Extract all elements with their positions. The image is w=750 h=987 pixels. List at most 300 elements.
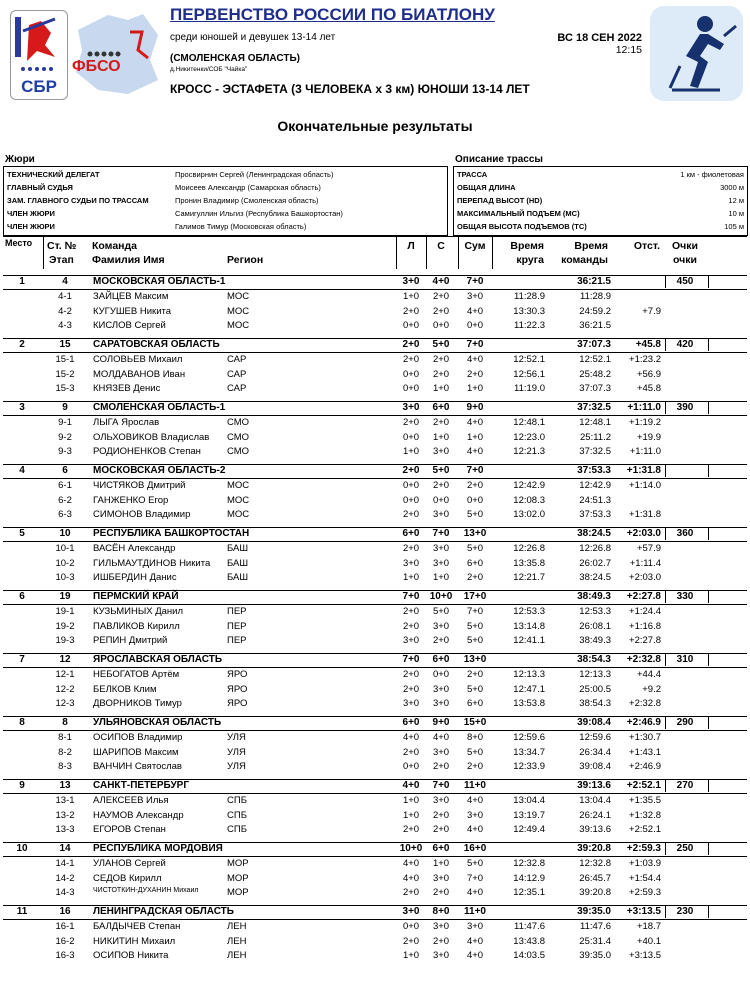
athlete-s: 2+0 xyxy=(432,635,450,646)
athlete-lap: 13:19.7 xyxy=(513,809,545,821)
athlete-region: МОС xyxy=(227,480,250,491)
col-behind: Отст. xyxy=(633,240,660,252)
athlete-lap: 11:47.6 xyxy=(514,921,545,932)
athlete-behind: +40.1 xyxy=(636,935,661,947)
athlete-behind: +9.2 xyxy=(642,683,661,695)
athlete-row xyxy=(3,873,747,887)
jury-member: Пронин Владимир (Смоленская область) xyxy=(175,196,319,205)
athlete-s: 3+0 xyxy=(432,543,450,554)
athlete-behind: +1:30.7 xyxy=(629,732,661,743)
team-points: 330 xyxy=(676,591,694,602)
athlete-name: КУГУШЕВ Никита xyxy=(93,305,172,317)
athlete-row xyxy=(3,950,747,964)
athlete-name: ВАНЧИН Святослав xyxy=(93,761,182,772)
athlete-row xyxy=(3,383,747,397)
athlete-behind: +2:46.9 xyxy=(629,761,661,772)
col-points: Очки xyxy=(672,240,698,252)
col-leg: Этап xyxy=(49,254,74,266)
team-s: 4+0 xyxy=(432,276,450,287)
athlete-leg: 16-2 xyxy=(55,935,75,947)
athlete-leg: 6-3 xyxy=(58,509,72,520)
athlete-leg: 19-3 xyxy=(55,635,75,646)
col-divider xyxy=(458,237,459,269)
athlete-behind: +56.9 xyxy=(636,368,661,380)
athlete-sum: 8+0 xyxy=(466,732,484,743)
region-map-icon xyxy=(68,10,163,98)
team-time: 39:08.4 xyxy=(577,717,611,728)
athlete-row xyxy=(3,795,747,809)
athlete-leg: 9-3 xyxy=(58,446,72,457)
athlete-name: КИСЛОВ Сергей xyxy=(93,320,166,331)
col-region: Регион xyxy=(227,254,264,266)
athlete-name: ЧИСТЯКОВ Дмитрий xyxy=(93,480,186,491)
athlete-s: 1+0 xyxy=(432,383,450,394)
team-points: 390 xyxy=(676,402,694,413)
athlete-region: ЛЕН xyxy=(227,950,247,961)
team-row xyxy=(3,464,747,479)
team-place: 8 xyxy=(19,717,25,728)
athlete-s: 2+0 xyxy=(432,824,450,835)
team-s: 7+0 xyxy=(432,780,450,791)
athlete-behind: +1:31.8 xyxy=(629,509,661,520)
athlete-behind: +57.9 xyxy=(636,543,661,554)
athlete-l: 2+0 xyxy=(402,305,420,317)
athlete-name: РЕПИН Дмитрий xyxy=(93,635,168,646)
athlete-s: 3+0 xyxy=(432,557,450,569)
athlete-leg: 12-2 xyxy=(55,683,75,695)
athlete-name: СЕДОВ Кирилл xyxy=(93,872,162,884)
team-points: 290 xyxy=(676,717,694,728)
team-place: 4 xyxy=(19,465,25,476)
team-team: РЕСПУБЛИКА БАШКОРТОСТАН xyxy=(93,528,250,539)
team-team: УЛЬЯНОВСКАЯ ОБЛАСТЬ xyxy=(93,717,222,728)
team-behind: +2:03.0 xyxy=(626,528,661,539)
athlete-l: 0+0 xyxy=(402,320,420,331)
athlete-leg: 9-2 xyxy=(58,431,72,443)
jury-box xyxy=(3,166,448,236)
athlete-cum: 25:00.5 xyxy=(579,683,611,695)
team-team: САРАТОВСКАЯ ОБЛАСТЬ xyxy=(93,339,220,350)
athlete-s: 2+0 xyxy=(432,887,450,898)
athlete-name: ДВОРНИКОВ Тимур xyxy=(93,698,182,709)
athlete-s: 5+0 xyxy=(432,606,450,617)
team-bib: 12 xyxy=(59,654,71,665)
venue-name: д.Никитенки/СОБ "Чайка" xyxy=(170,66,248,73)
athlete-row xyxy=(3,354,747,368)
athlete-lap: 12:52.1 xyxy=(513,354,545,365)
athlete-name: ПАВЛИКОВ Кирилл xyxy=(93,620,180,632)
athlete-lap: 12:42.9 xyxy=(513,480,545,491)
team-team: САНКТ-ПЕТЕРБУРГ xyxy=(93,780,190,791)
athlete-name: БЕЛКОВ Клим xyxy=(93,683,157,695)
athlete-leg: 14-1 xyxy=(55,858,75,869)
team-row xyxy=(3,338,747,353)
athlete-row xyxy=(3,698,747,712)
athlete-region: МОР xyxy=(227,872,249,884)
athlete-name: СИМОНОВ Владимир xyxy=(93,509,191,520)
jury-role: ТЕХНИЧЕСКИЙ ДЕЛЕГАТ xyxy=(7,170,100,179)
athlete-behind: +45.8 xyxy=(636,383,661,394)
athlete-region: МОР xyxy=(227,887,249,898)
team-row xyxy=(3,716,747,731)
team-bib: 13 xyxy=(59,780,71,791)
athlete-behind: +2:27.8 xyxy=(629,635,661,646)
team-time: 37:53.3 xyxy=(577,465,611,476)
athlete-l: 2+0 xyxy=(402,509,420,520)
athlete-cum: 12:42.9 xyxy=(579,480,611,491)
athlete-cum: 37:53.3 xyxy=(579,509,611,520)
athlete-row xyxy=(3,509,747,523)
team-place: 5 xyxy=(19,528,25,539)
team-behind: +2:46.9 xyxy=(626,717,661,728)
team-time: 37:07.3 xyxy=(577,339,611,350)
athlete-s: 3+0 xyxy=(432,446,450,457)
athlete-l: 1+0 xyxy=(402,809,420,821)
athlete-row xyxy=(3,635,747,649)
team-team: ЯРОСЛАВСКАЯ ОБЛАСТЬ xyxy=(93,654,223,665)
athlete-name: ЕГОРОВ Степан xyxy=(93,824,166,835)
athlete-lap: 12:13.3 xyxy=(513,669,545,680)
athlete-sum: 6+0 xyxy=(466,698,484,709)
athlete-region: МОС xyxy=(227,494,250,506)
athlete-l: 2+0 xyxy=(402,606,420,617)
athlete-region: БАШ xyxy=(227,543,249,554)
athlete-sum: 4+0 xyxy=(466,950,484,961)
athlete-s: 0+0 xyxy=(432,320,450,331)
course-value: 3000 м xyxy=(720,183,744,192)
athlete-row xyxy=(3,306,747,320)
athlete-s: 3+0 xyxy=(432,746,450,758)
team-time: 36:21.5 xyxy=(577,276,611,287)
athlete-row xyxy=(3,291,747,305)
team-s: 6+0 xyxy=(432,402,450,413)
team-l: 2+0 xyxy=(402,465,420,476)
athlete-region: ПЕР xyxy=(227,620,247,632)
athlete-name: ОСИПОВ Владимир xyxy=(93,732,183,743)
athlete-s: 3+0 xyxy=(432,950,450,961)
athlete-name: ИШБЕРДИН Данис xyxy=(93,572,177,583)
athlete-sum: 5+0 xyxy=(466,620,484,632)
athlete-s: 2+0 xyxy=(432,809,450,821)
athlete-cum: 38:24.5 xyxy=(579,572,611,583)
athlete-s: 2+0 xyxy=(432,305,450,317)
athlete-name: РОДИОНЕНКОВ Степан xyxy=(93,446,201,457)
team-sum: 13+0 xyxy=(463,654,487,665)
athlete-leg: 4-2 xyxy=(58,305,72,317)
athlete-row xyxy=(3,887,747,901)
athlete-name: УЛАНОВ Сергей xyxy=(93,858,166,869)
course-title: Описание трассы xyxy=(455,154,543,165)
athlete-sum: 1+0 xyxy=(466,383,484,394)
athlete-row xyxy=(3,824,747,838)
athlete-region: ПЕР xyxy=(227,635,247,646)
athlete-lap: 13:43.8 xyxy=(513,935,545,947)
athlete-region: СМО xyxy=(227,446,250,457)
athlete-s: 2+0 xyxy=(432,761,450,772)
athlete-region: УЛЯ xyxy=(227,732,246,743)
athlete-sum: 5+0 xyxy=(466,543,484,554)
athlete-l: 1+0 xyxy=(402,446,420,457)
skier-icon xyxy=(650,6,743,101)
athlete-behind: +19.9 xyxy=(636,431,661,443)
athlete-l: 4+0 xyxy=(402,872,420,884)
athlete-sum: 4+0 xyxy=(466,354,484,365)
team-row xyxy=(3,842,747,857)
athlete-row xyxy=(3,320,747,334)
athlete-region: МОР xyxy=(227,858,249,869)
athlete-lap: 12:21.3 xyxy=(513,446,545,457)
athlete-s: 2+0 xyxy=(432,480,450,491)
athlete-cum: 38:49.3 xyxy=(579,635,611,646)
athlete-behind: +1:35.5 xyxy=(629,795,661,806)
team-behind: +45.8 xyxy=(635,339,661,350)
athlete-region: САР xyxy=(227,383,247,394)
athlete-sum: 3+0 xyxy=(466,809,484,821)
athlete-leg: 4-1 xyxy=(58,291,72,302)
team-row xyxy=(3,905,747,920)
team-team: РЕСПУБЛИКА МОРДОВИЯ xyxy=(93,843,223,854)
athlete-region: МОС xyxy=(227,509,250,520)
athlete-behind: +1:43.1 xyxy=(629,746,661,758)
team-sum: 17+0 xyxy=(463,591,487,602)
athlete-name: ЧИСТОТКИН-ДУХАНИН Михаил xyxy=(93,887,199,894)
athlete-sum: 4+0 xyxy=(466,446,484,457)
athlete-leg: 9-1 xyxy=(58,417,72,428)
course-key: ОБЩАЯ ДЛИНА xyxy=(457,183,516,192)
athlete-cum: 39:13.6 xyxy=(579,824,611,835)
team-team: ЛЕНИНГРАДСКАЯ ОБЛАСТЬ xyxy=(93,906,234,917)
team-behind: +2:52.1 xyxy=(626,780,661,791)
athlete-s: 2+0 xyxy=(432,935,450,947)
team-time: 39:20.8 xyxy=(577,843,611,854)
team-sum: 7+0 xyxy=(466,276,484,287)
team-row xyxy=(3,275,747,290)
athlete-cum: 37:32.5 xyxy=(579,446,611,457)
col-name: Фамилия Имя xyxy=(92,254,165,266)
athlete-cum: 12:59.6 xyxy=(579,732,611,743)
team-behind: +2:59.3 xyxy=(626,843,661,854)
athlete-behind: +1:11.4 xyxy=(629,557,661,569)
athlete-lap: 11:19.0 xyxy=(514,383,545,394)
col-lap-time-sub: круга xyxy=(516,254,544,266)
team-place: 7 xyxy=(19,654,25,665)
athlete-l: 3+0 xyxy=(402,635,420,646)
athlete-s: 3+0 xyxy=(432,921,450,932)
col-divider xyxy=(396,237,397,269)
team-bib: 16 xyxy=(59,906,71,917)
course-value: 12 м xyxy=(728,196,744,205)
event-time: 12:15 xyxy=(615,44,642,56)
athlete-region: БАШ xyxy=(227,557,249,569)
athlete-l: 0+0 xyxy=(402,383,420,394)
team-row xyxy=(3,653,747,668)
athlete-cum: 12:53.3 xyxy=(579,606,611,617)
course-value: 1 км - фиолетовая xyxy=(680,170,744,179)
team-sum: 9+0 xyxy=(466,402,484,413)
team-points: 360 xyxy=(676,528,694,539)
athlete-row xyxy=(3,417,747,431)
team-behind: +3:13.5 xyxy=(626,906,661,917)
athlete-lap: 11:28.9 xyxy=(514,291,545,302)
athlete-region: ЯРО xyxy=(227,669,248,680)
team-place: 9 xyxy=(19,780,25,791)
athlete-l: 2+0 xyxy=(402,669,420,680)
team-points: 450 xyxy=(676,276,694,287)
athlete-s: 3+0 xyxy=(432,683,450,695)
course-key: ОБЩАЯ ВЫСОТА ПОДЪЕМОВ (TC) xyxy=(457,222,587,231)
athlete-region: СМО xyxy=(227,417,250,428)
col-divider xyxy=(492,237,493,269)
athlete-cum: 39:08.4 xyxy=(579,761,611,772)
athlete-s: 3+0 xyxy=(432,872,450,884)
team-s: 6+0 xyxy=(432,654,450,665)
team-s: 9+0 xyxy=(432,717,450,728)
col-team: Команда xyxy=(92,240,137,252)
team-bib: 10 xyxy=(59,528,71,539)
athlete-region: МОС xyxy=(227,291,250,302)
athlete-name: НЕБОГАТОВ Артём xyxy=(93,669,180,680)
athlete-l: 2+0 xyxy=(402,543,420,554)
col-divider xyxy=(426,237,427,269)
col-team-time: Время xyxy=(574,240,608,252)
athlete-row xyxy=(3,669,747,683)
athlete-lap: 12:33.9 xyxy=(513,761,545,772)
athlete-s: 0+0 xyxy=(432,494,450,506)
team-s: 8+0 xyxy=(432,906,450,917)
athlete-l: 1+0 xyxy=(402,950,420,961)
points-box xyxy=(665,464,709,477)
jury-member: Галимов Тимур (Московская область) xyxy=(175,222,307,231)
athlete-row xyxy=(3,621,747,635)
team-s: 10+0 xyxy=(429,591,453,602)
course-key: ТРАССА xyxy=(457,170,488,179)
team-behind: +2:32.8 xyxy=(626,654,661,665)
athlete-leg: 13-1 xyxy=(55,795,75,806)
athlete-behind: +1:16.8 xyxy=(629,620,661,632)
athlete-behind: +1:19.2 xyxy=(629,417,661,428)
athlete-cum: 12:52.1 xyxy=(579,354,611,365)
col-sum: Сум xyxy=(464,240,486,252)
athlete-cum: 39:20.8 xyxy=(579,887,611,898)
jury-role: ЧЛЕН ЖЮРИ xyxy=(7,222,55,231)
athlete-leg: 12-3 xyxy=(55,698,75,709)
athlete-lap: 12:48.1 xyxy=(513,417,545,428)
col-prone: Л xyxy=(407,240,415,252)
athlete-row xyxy=(3,761,747,775)
team-team: МОСКОВСКАЯ ОБЛАСТЬ-2 xyxy=(93,465,226,476)
team-place: 1 xyxy=(19,276,25,287)
championship-title: ПЕРВЕНСТВО РОССИИ ПО БИАТЛОНУ xyxy=(170,5,495,24)
header-top-line xyxy=(3,236,747,237)
fbso-logo-text: ФБСО xyxy=(72,58,121,75)
athlete-region: СМО xyxy=(227,431,250,443)
athlete-name: СОЛОВЬЕВ Михаил xyxy=(93,354,183,365)
team-bib: 4 xyxy=(62,276,68,287)
team-sum: 7+0 xyxy=(466,339,484,350)
athlete-leg: 14-2 xyxy=(55,872,75,884)
athlete-behind: +1:14.0 xyxy=(629,480,661,491)
athlete-l: 3+0 xyxy=(402,698,420,709)
athlete-cum: 38:54.3 xyxy=(579,698,611,709)
col-team-time-sub: команды xyxy=(561,254,608,266)
athlete-s: 3+0 xyxy=(432,698,450,709)
team-s: 5+0 xyxy=(432,339,450,350)
athlete-region: ЯРО xyxy=(227,698,248,709)
athlete-leg: 16-1 xyxy=(55,921,75,932)
athlete-sum: 2+0 xyxy=(466,761,484,772)
athlete-l: 2+0 xyxy=(402,354,420,365)
athlete-lap: 13:04.4 xyxy=(513,795,545,806)
athlete-behind: +18.7 xyxy=(636,921,661,932)
athlete-leg: 10-1 xyxy=(55,543,75,554)
team-behind: +1:11.0 xyxy=(627,402,661,413)
athlete-region: САР xyxy=(227,368,247,380)
jury-role: ЗАМ. ГЛАВНОГО СУДЬИ ПО ТРАССАМ xyxy=(7,196,149,205)
course-key: МАКСИМАЛЬНЫЙ ПОДЪЕМ (МС) xyxy=(457,209,580,218)
athlete-name: ВАСЁН Александр xyxy=(93,543,176,554)
athlete-leg: 14-3 xyxy=(55,887,75,898)
athlete-name: НИКИТИН Михаил xyxy=(93,935,176,947)
athlete-leg: 6-1 xyxy=(58,480,72,491)
biathlon-pictogram xyxy=(650,6,743,101)
athlete-l: 0+0 xyxy=(402,494,420,506)
athlete-sum: 4+0 xyxy=(466,795,484,806)
athlete-lap: 13:02.0 xyxy=(513,509,545,520)
athlete-sum: 1+0 xyxy=(466,431,484,443)
team-place: 11 xyxy=(16,906,28,917)
sbr-logo-text: СБР xyxy=(21,77,57,96)
athlete-leg: 12-1 xyxy=(55,669,75,680)
athlete-row xyxy=(3,606,747,620)
athlete-region: СПБ xyxy=(227,824,247,835)
athlete-row xyxy=(3,572,747,586)
jury-role: ЧЛЕН ЖЮРИ xyxy=(7,209,55,218)
team-team: СМОЛЕНСКАЯ ОБЛАСТЬ-1 xyxy=(93,402,226,413)
athlete-lap: 11:22.3 xyxy=(514,320,545,331)
athlete-leg: 19-2 xyxy=(55,620,75,632)
team-points: 420 xyxy=(676,339,694,350)
athlete-lap: 12:32.8 xyxy=(513,858,545,869)
jury-member: Моисеев Александр (Самарская область) xyxy=(175,183,321,192)
athlete-leg: 15-1 xyxy=(55,354,75,365)
athlete-sum: 2+0 xyxy=(466,572,484,583)
athlete-cum: 12:13.3 xyxy=(579,669,611,680)
team-time: 38:24.5 xyxy=(577,528,611,539)
athlete-lap: 13:34.7 xyxy=(513,746,545,758)
athlete-cum: 24:51.3 xyxy=(579,494,611,506)
athlete-l: 2+0 xyxy=(402,417,420,428)
athlete-name: ЗАЙЦЕВ Максим xyxy=(93,291,169,302)
athlete-row xyxy=(3,495,747,509)
athlete-region: МОС xyxy=(227,305,250,317)
athlete-sum: 6+0 xyxy=(466,557,484,569)
athlete-cum: 25:11.2 xyxy=(580,431,611,443)
athlete-behind: +1:54.4 xyxy=(629,872,661,884)
athlete-row xyxy=(3,732,747,746)
athlete-row xyxy=(3,921,747,935)
athlete-l: 1+0 xyxy=(402,291,420,302)
team-place: 2 xyxy=(19,339,25,350)
athlete-lap: 13:30.3 xyxy=(513,305,545,317)
col-lap-time: Время xyxy=(510,240,544,252)
athlete-s: 4+0 xyxy=(432,732,450,743)
team-l: 3+0 xyxy=(402,276,420,287)
athlete-sum: 0+0 xyxy=(466,494,484,506)
athlete-sum: 5+0 xyxy=(466,683,484,695)
athlete-row xyxy=(3,747,747,761)
team-row xyxy=(3,779,747,794)
athlete-l: 0+0 xyxy=(402,480,420,491)
